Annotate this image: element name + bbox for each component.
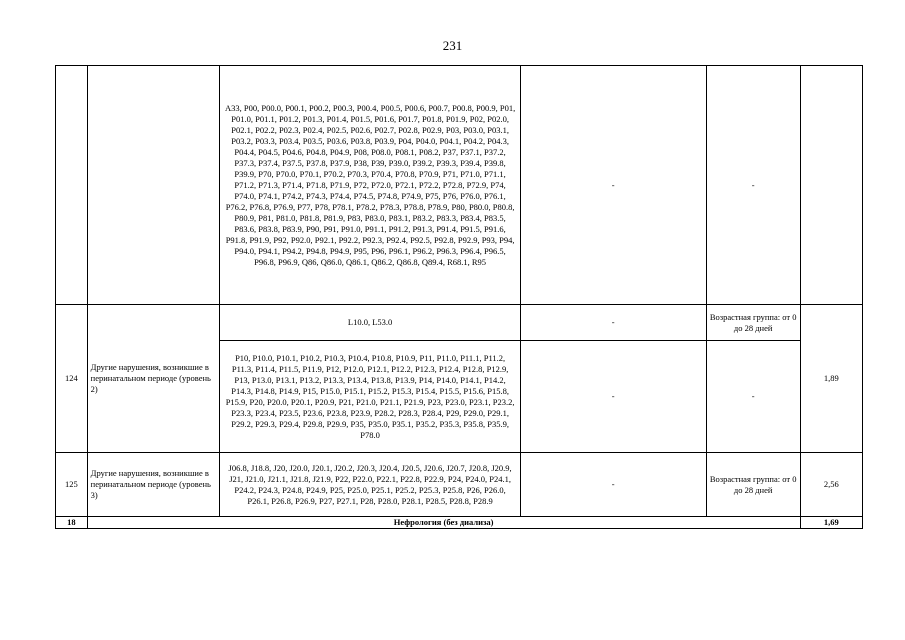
cell-coefficient: 2,56	[800, 453, 862, 517]
cell-procedure-codes: -	[520, 305, 706, 341]
cell-section-coefficient: 1,69	[800, 517, 862, 529]
cell-procedure-codes: -	[520, 453, 706, 517]
cell-other-criteria: -	[706, 66, 800, 305]
table-row-continuation	[56, 66, 863, 305]
cell-procedure-codes: -	[520, 66, 706, 305]
cell-procedure-codes: -	[520, 341, 706, 453]
cell-diagnosis-codes: L10.0, L53.0	[220, 305, 520, 341]
table-row-125	[56, 453, 863, 517]
cell-other-criteria: Возрастная группа: от 0 до 28 дней	[706, 453, 800, 517]
cell-section-title: Нефрология (без диализа)	[87, 517, 800, 529]
page-number: 231	[442, 38, 463, 53]
cell-number: 125	[56, 453, 88, 517]
table-row-section-18	[56, 517, 863, 529]
cell-section-number: 18	[56, 517, 88, 529]
cell-other-criteria: -	[706, 341, 800, 453]
cell-coefficient: 1,89	[800, 305, 862, 453]
cell-number	[56, 66, 88, 305]
cell-diagnosis-codes: J06.8, J18.8, J20, J20.0, J20.1, J20.2, J20.3, J20.4, J20.5, J20.6, J20.7, J20.8, J20.9, J21, J21.0, J21.1, J21.8, J21.9, P22, P22.0, P22.1, P22.8, P22.9, P24, P24.0, P24.1, P24.2, P24.3, P24.8, P24.9, P25, P25.0, P25.1, P25.2, P25.3, P25.8, P26, P26.0, P26.1, P26.8, P26.9, P27, P27.1, P28, P28.0, P28.1, P28.5, P28.8, P28.9	[220, 453, 520, 517]
cell-diagnosis-codes: A33, P00, P00.0, P00.1, P00.2, P00.3, P00.4, P00.5, P00.6, P00.7, P00.8, P00.9, P01, P01.0, P01.1, P01.2, P01.3, P01.4, P01.5, P01.6, P01.7, P01.8, P01.9, P02, P02.0, P02.1, P02.2, P02.3, P02.4, P02.5, P02.6, P02.7, P02.8, P02.9, P03, P03.0, P03.1, P03.2, P03.3, P03.4, P03.5, P03.6, P03.8, P03.9, P04, P04.0, P04.1, P04.2, P04.3, P04.4, P04.5, P04.6, P04.8, P04.9, P08, P08.0, P08.1, P08.2, P37, P37.1, P37.2, P37.3, P37.4, P37.5, P37.8, P37.9, P38, P39, P39.0, P39.2, P39.3, P39.4, P39.8, P39.9, P70, P70.0, P70.1, P70.2, P70.3, P70.4, P70.8, P70.9, P71, P71.0, P71.1, P71.2, P71.3, P71.4, P71.8, P71.9, P72, P72.0, P72.1, P72.2, P72.8, P72.9, P74, P74.0, P74.1, P74.2, P74.3, P74.4, P74.5, P74.8, P74.9, P75, P76, P76.0, P76.1, P76.2, P76.8, P76.9, P77, P78, P78.1, P78.2, P78.3, P78.8, P78.9, P80, P80.0, P80.8, P80.9, P81, P81.0, P81.8, P81.9, P83, P83.0, P83.1, P83.2, P83.3, P83.4, P83.5, P83.6, P83.8, P83.9, P90, P91, P91.0, P91.1, P91.2, P91.3, P91.4, P91.5, P91.6, P91.8, P91.9, P92, P92.0, P92.1, P92.2, P92.3, P92.4, P92.5, P92.8, P92.9, P93, P94, P94.0, P94.1, P94.2, P94.8, P94.9, P95, P96, P96.1, P96.2, P96.3, P96.4, P96.5, P96.8, P96.9, Q86, Q86.0, Q86.1, Q86.2, Q86.8, Q89.4, R68.1, R95	[220, 66, 520, 305]
cell-name	[87, 66, 220, 305]
cell-coefficient	[800, 66, 862, 305]
cell-name: Другие нарушения, возникшие в перинатальном периоде (уровень 2)	[87, 305, 220, 453]
kskg-table	[55, 65, 863, 529]
cell-diagnosis-codes: P10, P10.0, P10.1, P10.2, P10.3, P10.4, P10.8, P10.9, P11, P11.0, P11.1, P11.2, P11.3, P11.4, P11.5, P11.9, P12, P12.0, P12.1, P12.2, P12.3, P12.4, P12.8, P12.9, P13, P13.0, P13.1, P13.2, P13.3, P13.4, P13.8, P13.9, P14, P14.0, P14.1, P14.2, P14.3, P14.8, P14.9, P15, P15.0, P15.1, P15.2, P15.3, P15.4, P15.5, P15.6, P15.8, P15.9, P20, P20.0, P20.1, P20.9, P21, P21.0, P21.1, P21.9, P23, P23.0, P23.1, P23.2, P23.3, P23.4, P23.5, P23.6, P23.8, P23.9, P28.2, P28.3, P28.4, P29, P29.0, P29.1, P29.2, P29.3, P29.4, P29.8, P29.9, P35, P35.0, P35.1, P35.2, P35.3, P35.8, P35.9, P78.0	[220, 341, 520, 453]
cell-number: 124	[56, 305, 88, 453]
cell-name: Другие нарушения, возникшие в перинатальном периоде (уровень 3)	[87, 453, 220, 517]
table-row-124	[56, 305, 863, 341]
cell-other-criteria: Возрастная группа: от 0 до 28 дней	[706, 305, 800, 341]
